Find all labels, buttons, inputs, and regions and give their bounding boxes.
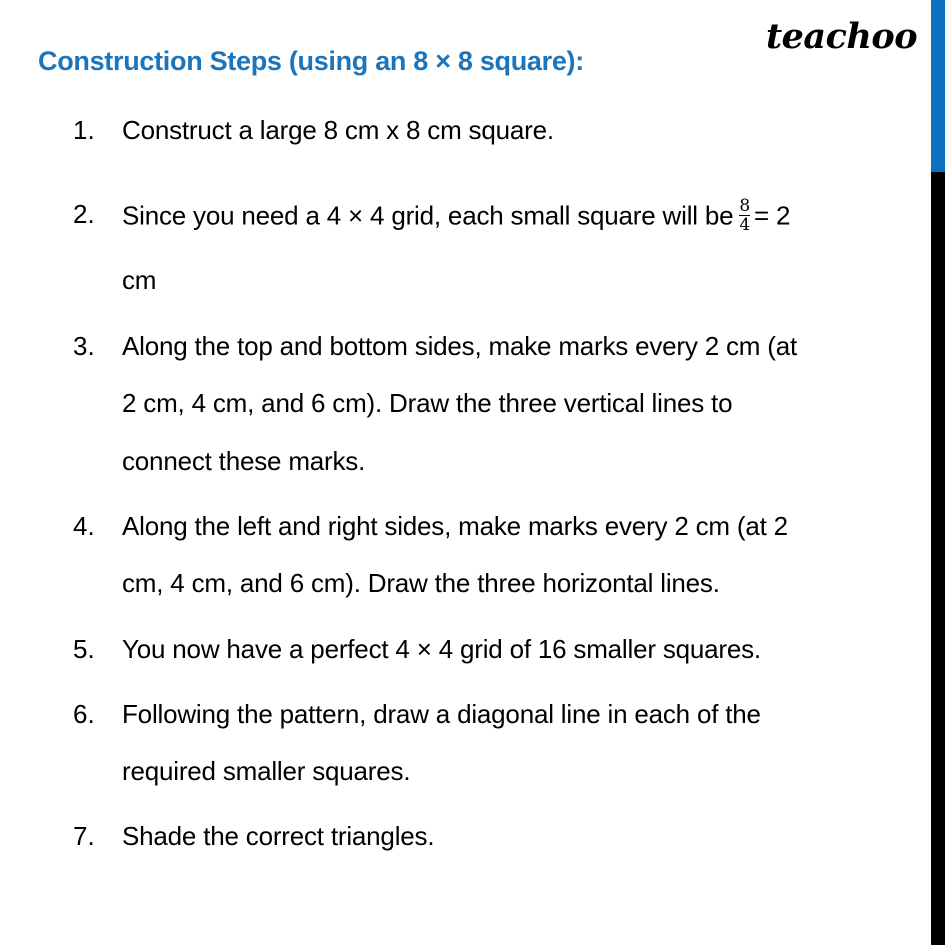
teachoo-logo: teachoo xyxy=(766,16,918,57)
step-text: Along the top and bottom sides, make marks every 2 cm (at xyxy=(122,331,798,361)
sidebar-accent-dark xyxy=(931,172,945,945)
fraction-denominator: 4 xyxy=(739,215,751,235)
step-number: 6. xyxy=(73,699,95,729)
slide-title: Construction Steps (using an 8 × 8 square): xyxy=(38,46,584,76)
step-text: cm xyxy=(122,265,157,295)
step-text: Along the left and right sides, make marks every 2 cm (at 2 xyxy=(122,511,788,541)
step-text: connect these marks. xyxy=(122,446,366,476)
step-text: Shade the correct triangles. xyxy=(122,821,435,851)
step-text-suffix: = 2 xyxy=(754,200,791,231)
step-number: 4. xyxy=(73,511,95,541)
step-text: cm, 4 cm, and 6 cm). Draw the three horizontal lines. xyxy=(122,568,720,598)
fraction xyxy=(739,197,750,234)
step-text: Construct a large 8 cm x 8 cm square. xyxy=(122,115,554,145)
step-number: 2. xyxy=(73,199,95,229)
sidebar-accent-blue xyxy=(931,0,945,172)
step-number: 5. xyxy=(73,634,95,664)
step-number: 1. xyxy=(73,115,95,145)
step-number: 7. xyxy=(73,821,95,851)
step-text: You now have a perfect 4 × 4 grid of 16 smaller squares. xyxy=(122,634,761,664)
fraction-numerator: 8 xyxy=(739,196,751,216)
step-text-prefix: Since you need a 4 × 4 grid, each small square will be xyxy=(122,200,734,231)
step-text: required smaller squares. xyxy=(122,756,411,786)
step-text xyxy=(122,196,791,236)
step-number: 3. xyxy=(73,331,95,361)
step-text: Following the pattern, draw a diagonal line in each of the xyxy=(122,699,761,729)
step-text: 2 cm, 4 cm, and 6 cm). Draw the three vertical lines to xyxy=(122,388,733,418)
